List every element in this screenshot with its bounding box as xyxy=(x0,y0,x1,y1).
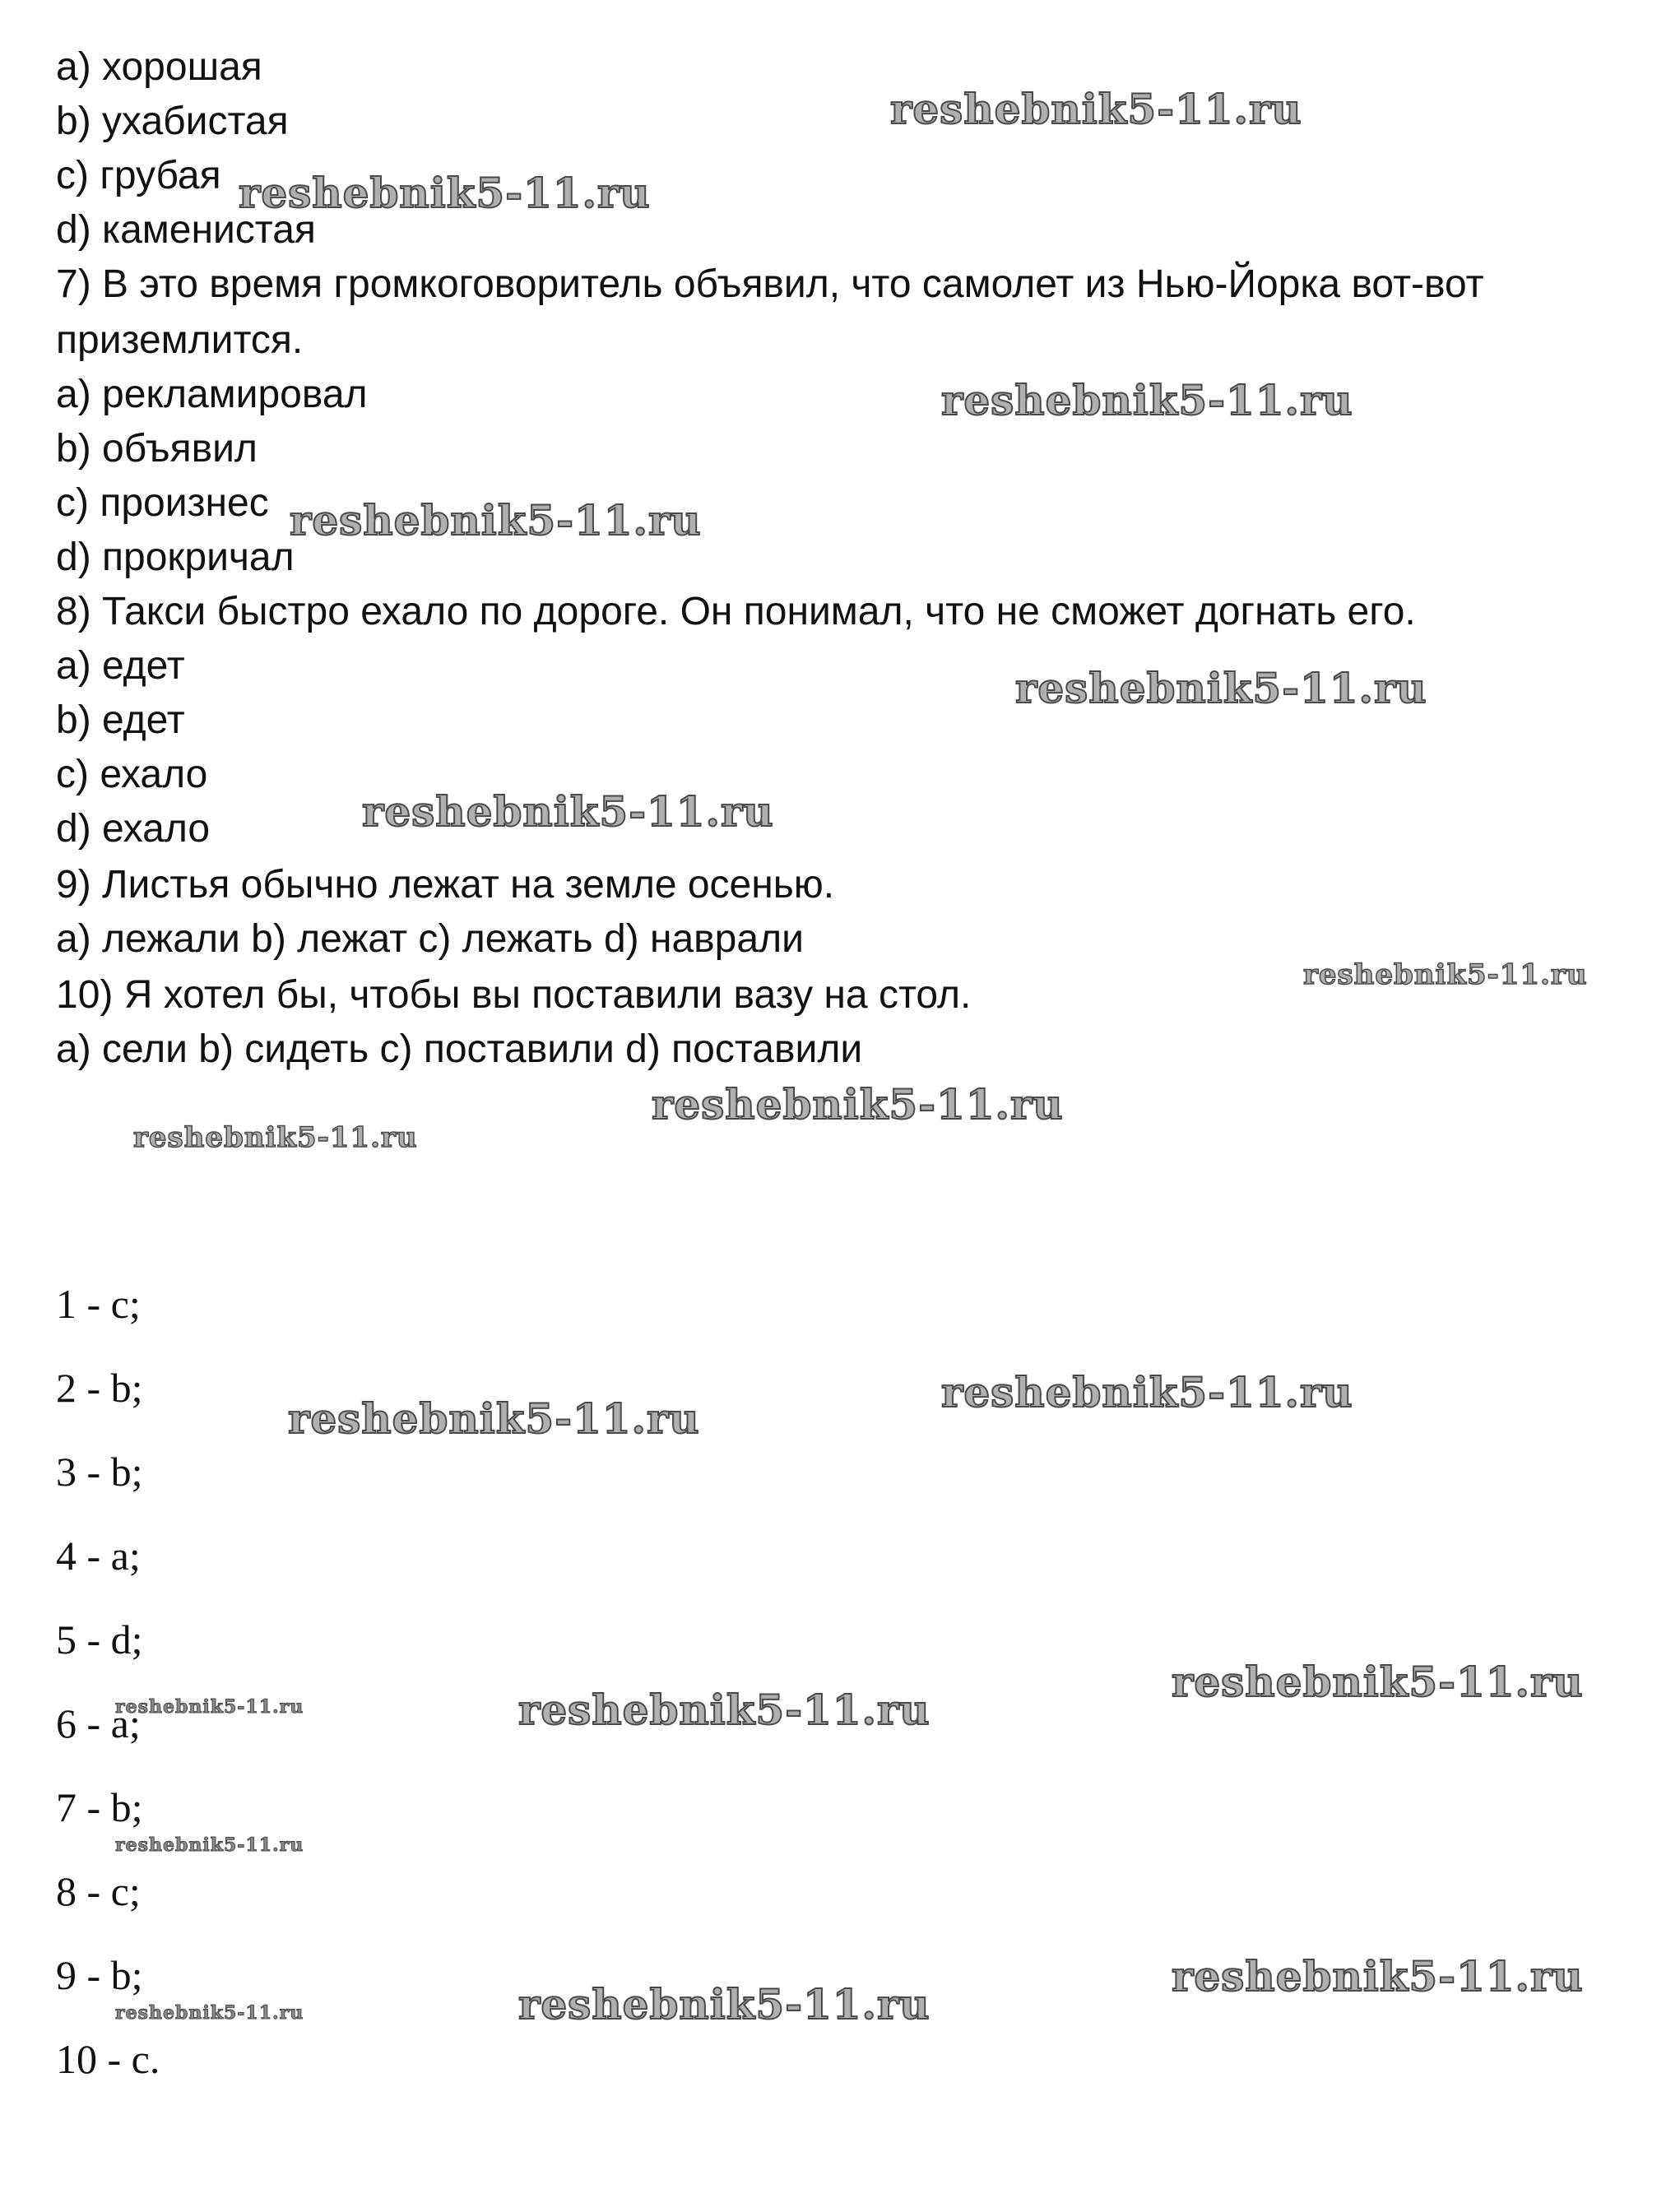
q10-options: a) сели b) сидеть c) поставили d) поставили xyxy=(56,1027,863,1071)
answer-item: 9 - b; xyxy=(56,1952,143,1998)
watermark: reshebnik5-11.ru xyxy=(115,1834,304,1856)
answer-item: 10 - c. xyxy=(56,2036,160,2082)
watermark: reshebnik5-11.ru xyxy=(290,496,702,545)
watermark: reshebnik5-11.ru xyxy=(288,1394,700,1443)
answer-item: 7 - b; xyxy=(56,1784,143,1830)
q6-option-b: b) ухабистая xyxy=(56,100,289,143)
answer-item: 8 - c; xyxy=(56,1868,141,1914)
answer-item: 1 - c; xyxy=(56,1281,141,1327)
q7-option-b: b) объявил xyxy=(56,427,258,471)
answer-item: 5 - d; xyxy=(56,1616,143,1662)
watermark: reshebnik5-11.ru xyxy=(941,1368,1353,1417)
watermark: reshebnik5-11.ru xyxy=(115,2002,304,2024)
watermark: reshebnik5-11.ru xyxy=(941,376,1353,424)
q7-option-d: d) прокричал xyxy=(56,536,295,579)
watermark: reshebnik5-11.ru xyxy=(239,169,651,217)
q9-text: 9) Листья обычно лежат на земле осенью. xyxy=(56,863,835,907)
watermark: reshebnik5-11.ru xyxy=(1172,1658,1584,1706)
q8-option-c: c) ехало xyxy=(56,753,208,796)
answer-item: 6 - a; xyxy=(56,1700,141,1746)
watermark: reshebnik5-11.ru xyxy=(362,787,774,836)
answer-item: 2 - b; xyxy=(56,1365,143,1411)
q8-option-a: a) едет xyxy=(56,644,185,688)
watermark: reshebnik5-11.ru xyxy=(133,1121,418,1154)
answer-item: 3 - b; xyxy=(56,1449,143,1495)
q6-option-d: d) каменистая xyxy=(56,208,316,252)
q7-text-line-2: приземлится. xyxy=(56,318,304,362)
q9-options: a) лежали b) лежат c) лежать d) наврали xyxy=(56,917,804,961)
q8-option-d: d) ехало xyxy=(56,807,211,851)
answer-item: 4 - a; xyxy=(56,1533,141,1579)
q8-option-b: b) едет xyxy=(56,698,185,742)
watermark: reshebnik5-11.ru xyxy=(1303,958,1588,991)
q6-option-c: c) грубая xyxy=(56,154,221,197)
watermark: reshebnik5-11.ru xyxy=(1015,664,1427,712)
watermark: reshebnik5-11.ru xyxy=(652,1080,1064,1129)
watermark: reshebnik5-11.ru xyxy=(890,85,1302,133)
watermark: reshebnik5-11.ru xyxy=(518,1980,930,2029)
q8-text: 8) Такси быстро ехало по дороге. Он понимал, что не сможет догнать его. xyxy=(56,590,1416,633)
q10-text: 10) Я хотел бы, чтобы вы поставили вазу на стол. xyxy=(56,973,972,1017)
q7-option-a: a) рекламировал xyxy=(56,373,368,416)
watermark: reshebnik5-11.ru xyxy=(1172,1952,1584,2001)
q6-option-a: a) хорошая xyxy=(56,45,262,89)
watermark: reshebnik5-11.ru xyxy=(518,1686,930,1734)
q7-option-c: c) произнес xyxy=(56,481,269,525)
q7-text-line-1: 7) В это время громкоговоритель объявил, что самолет из Нью-Йорка вот-вот xyxy=(56,262,1484,306)
watermark: reshebnik5-11.ru xyxy=(115,1696,304,1718)
